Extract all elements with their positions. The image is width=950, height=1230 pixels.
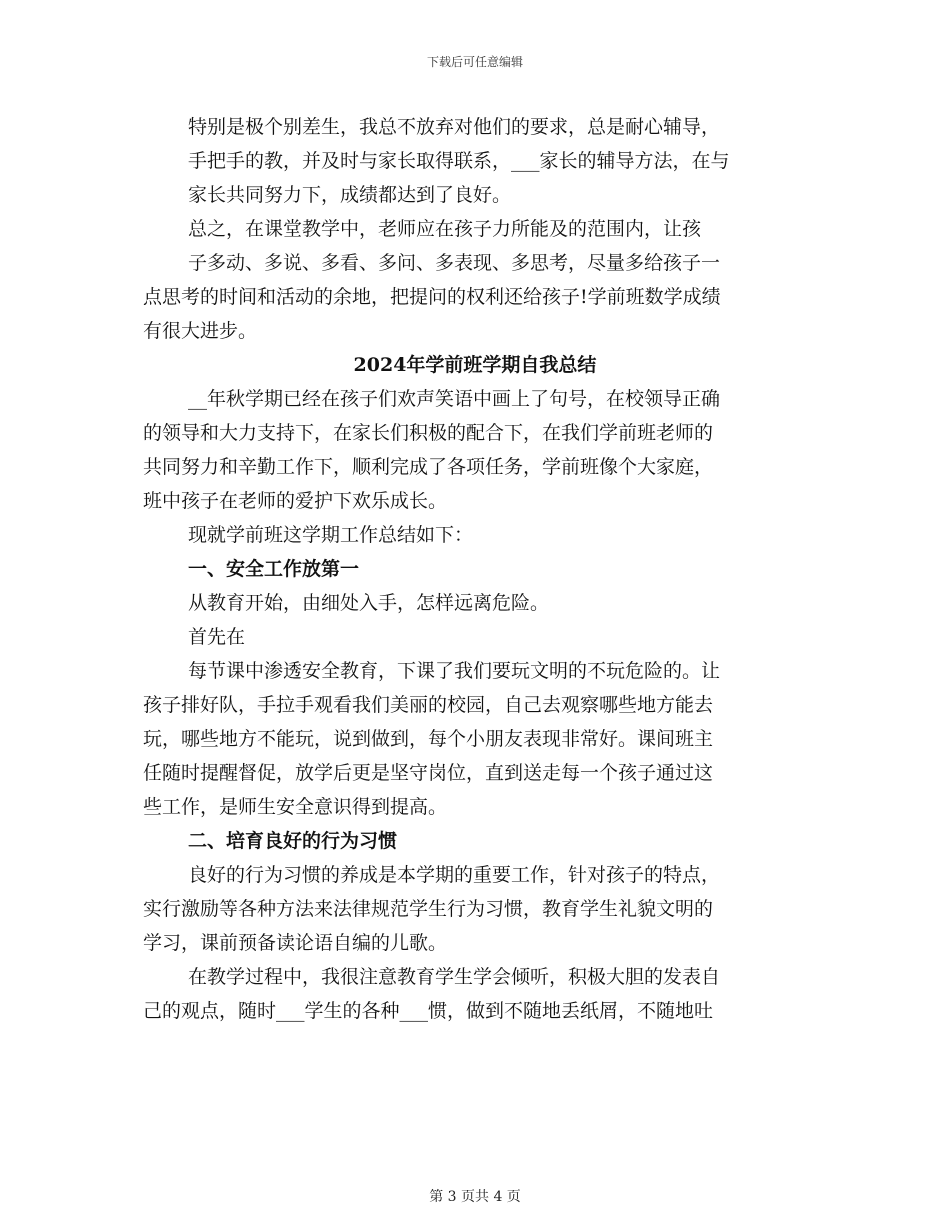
paragraph-line: 手把手的教，并及时与家长取得联系，___家长的辅导方法，在与 <box>188 150 730 172</box>
paragraph-line: 己的观点，随时___学生的各种___惯，做到不随地丢纸屑，不随地吐 <box>143 1000 714 1022</box>
paragraph-line: 孩子排好队，手拉手观看我们美丽的校园，自己去观察哪些地方能去 <box>143 694 714 716</box>
paragraph-line: 有很大进步。 <box>143 320 258 342</box>
paragraph-line: 现就学前班这学期工作总结如下： <box>188 524 474 546</box>
paragraph-line: 实行激励等各种方法来法律规范学生行为习惯，教育学生礼貌文明的 <box>143 898 714 920</box>
page-footer: 第 3 页共 4 页 <box>429 1189 521 1205</box>
paragraph-line: 子多动、多说、多看、多问、多表现、多思考，尽量多给孩子一 <box>188 252 721 274</box>
paragraph-line: 班中孩子在老师的爱护下欢乐成长。 <box>143 490 448 512</box>
paragraph-line: 学习，课前预备读论语自编的儿歌。 <box>143 932 448 954</box>
paragraph-line: 共同努力和辛勤工作下，顺利完成了各项任务，学前班像个大家庭， <box>143 456 714 478</box>
paragraph-line: 从教育开始，由细处入手，怎样远离危险。 <box>188 592 550 614</box>
paragraph-line: 的领导和大力支持下，在家长们积极的配合下，在我们学前班老师的 <box>143 422 714 444</box>
paragraph-line: 点思考的时间和活动的余地，把提问的权利还给孩子!学前班数学成绩 <box>143 286 721 308</box>
section-heading: 二、培育良好的行为习惯 <box>188 830 398 852</box>
paragraph-line: 任随时提醒督促，放学后更是坚守岗位，直到送走每一个孩子通过这 <box>143 762 714 784</box>
document-body <box>143 110 807 1028</box>
paragraph-line: 特别是极个别差生，我总不放弃对他们的要求，总是耐心辅导， <box>188 116 721 138</box>
paragraph-line: 家长共同努力下，成绩都达到了良好。 <box>188 184 512 206</box>
paragraph-line: __年秋学期已经在孩子们欢声笑语中画上了句号，在校领导正确 <box>188 388 721 410</box>
page-header: 下载后可任意编辑 <box>426 55 523 69</box>
paragraph-line: 首先在 <box>188 626 246 648</box>
paragraph-line: 玩，哪些地方不能玩，说到做到，每个小朋友表现非常好。课间班主 <box>143 728 714 750</box>
paragraph-line: 些工作，是师生安全意识得到提高。 <box>143 796 448 818</box>
section-title: 2024年学前班学期自我总结 <box>353 354 597 376</box>
paragraph-line: 总之，在课堂教学中，老师应在孩子力所能及的范围内，让孩 <box>188 218 702 240</box>
section-heading: 一、安全工作放第一 <box>188 558 360 580</box>
paragraph-line: 良好的行为习惯的养成是本学期的重要工作，针对孩子的特点， <box>188 864 721 886</box>
paragraph-line: 在教学过程中，我很注意教育学生学会倾听，积极大胆的发表自 <box>188 966 721 988</box>
paragraph-line: 每节课中渗透安全教育，下课了我们要玩文明的不玩危险的。让 <box>188 660 721 682</box>
